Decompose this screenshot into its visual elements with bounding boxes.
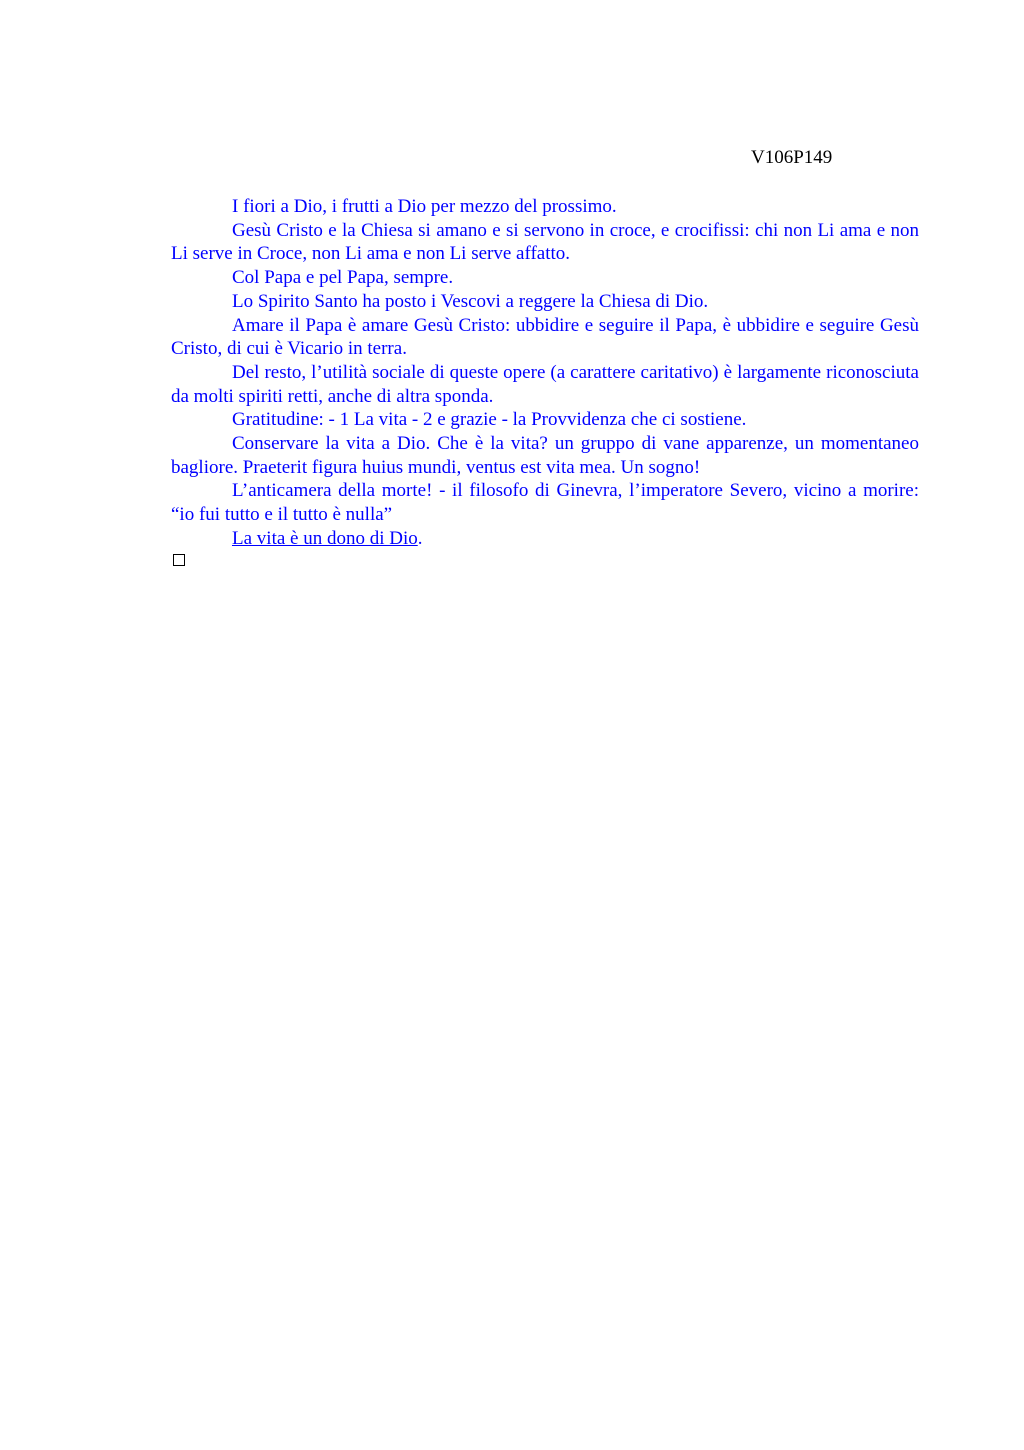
paragraph-7: Gratitudine: - 1 La vita - 2 e grazie - la Provvidenza che ci sostiene.	[232, 409, 747, 431]
page-code: V106P149	[751, 147, 833, 168]
paragraph-end-punctuation: .	[417, 527, 423, 549]
underlined-text: La vita è un dono di Dio	[232, 527, 418, 549]
body-text	[171, 195, 919, 551]
paragraph-1: I fiori a Dio, i frutti a Dio per mezzo del prossimo.	[232, 196, 617, 217]
checkbox-square-icon	[173, 554, 185, 566]
paragraph-10	[171, 527, 919, 551]
paragraph-2: Gesù Cristo e la Chiesa si amano e si servono in croce, e crocifissi: chi non Li ama e non Li serve in Croce, non Li ama e non Li serve affatto.	[171, 219, 919, 265]
paragraph-9: L’anticamera della morte! - il filosofo di Ginevra, l’imperatore Severo, vicino a morire: “io fui tutto e il tutto è nulla”	[171, 480, 919, 526]
paragraph-5: Amare il Papa è amare Gesù Cristo: ubbidire e seguire il Papa, è ubbidire e seguire Gesù Cristo, di cui è Vicario in terra.	[171, 314, 919, 360]
paragraph-4: Lo Spirito Santo ha posto i Vescovi a reggere la Chiesa di Dio.	[232, 290, 709, 312]
paragraph-6: Del resto, l’utilità sociale di queste opere (a carattere caritativo) è largamente riconosciuta da molti spiriti retti, anche di altra sponda.	[171, 361, 919, 407]
paragraph-8: Conservare la vita a Dio. Che è la vita? un gruppo di vane apparenze, un momentaneo bagliore. Praeterit figura huius mundi, ventus est vita mea. Un sogno!	[171, 433, 919, 478]
paragraph-3: Col Papa e pel Papa, sempre.	[232, 267, 454, 289]
